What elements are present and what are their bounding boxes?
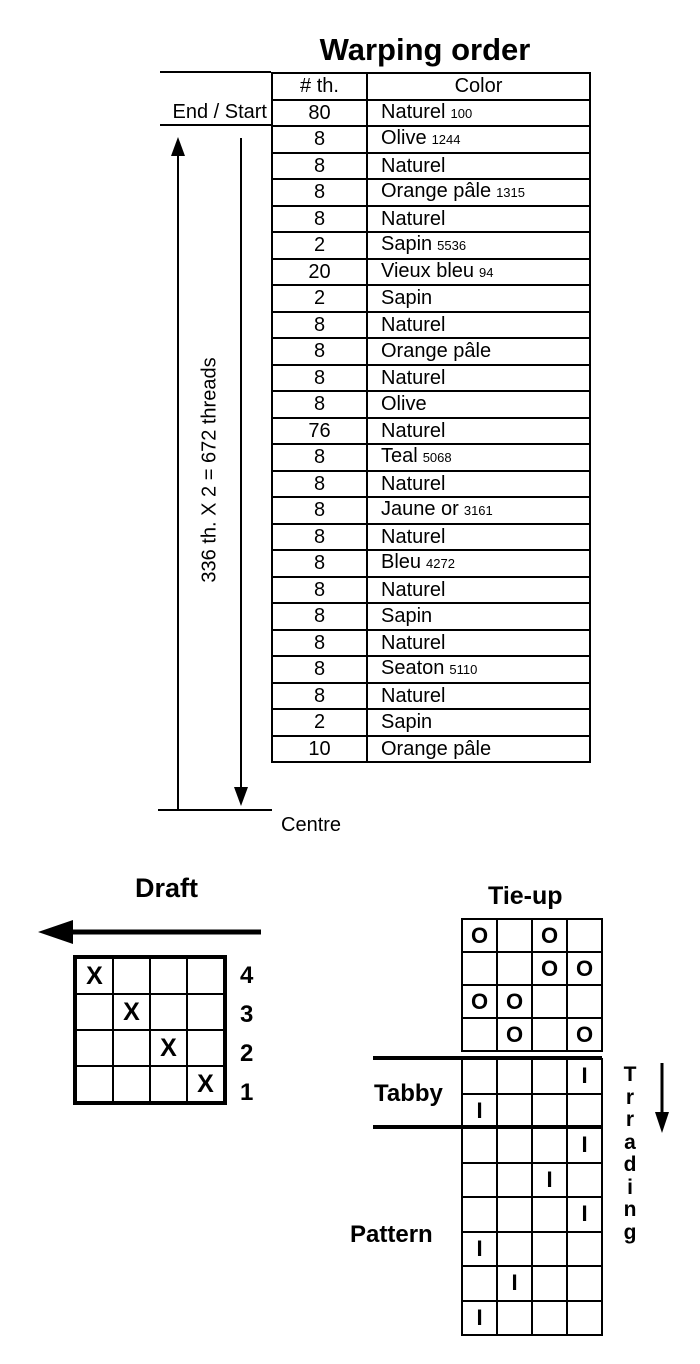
shaft-number: 4	[240, 962, 254, 989]
thread-count-cell: 20	[272, 259, 367, 286]
color-name: Naturel	[381, 419, 446, 442]
down-arrow-icon	[655, 1112, 669, 1133]
color-name: Naturel	[381, 207, 446, 230]
thread-count-cell: 8	[272, 365, 367, 392]
thread-count-cell: 8	[272, 338, 367, 365]
color-code: 3161	[463, 503, 493, 519]
color-name: Naturel	[381, 578, 446, 601]
treadling-letter: n	[623, 1198, 637, 1221]
grid-cell: O	[497, 1018, 532, 1051]
color-code: 4272	[426, 556, 455, 572]
color-name: Jaune or	[381, 498, 459, 521]
total-threads-note: 336 th. X 2 = 672 threads	[198, 357, 221, 583]
color-name: Orange pâle	[381, 737, 492, 760]
thread-count-cell: 8	[272, 550, 367, 577]
thread-count-cell: 2	[272, 285, 367, 312]
treadle-cell: I	[567, 1197, 602, 1232]
thread-count-cell: 8	[272, 206, 367, 233]
grid-cell: X	[113, 994, 150, 1030]
thread-count-cell: 8	[272, 444, 367, 471]
color-name: Naturel	[381, 631, 446, 654]
color-name: Sapin	[381, 287, 433, 310]
grid-cell: X	[150, 1030, 187, 1066]
color-name: Naturel	[381, 472, 446, 495]
grid-cell: O	[567, 952, 602, 985]
color-name: Sapin	[381, 233, 433, 256]
treadle-cell: I	[462, 1301, 497, 1336]
color-code: 94	[479, 264, 494, 280]
thread-count-cell: 2	[272, 709, 367, 736]
grid-cell: O	[462, 985, 497, 1018]
treadle-cell: I	[567, 1128, 602, 1163]
color-name: Sapin	[381, 711, 433, 734]
grid-cell: O	[532, 919, 567, 952]
header-thread-count: # th.	[272, 73, 367, 100]
treadle-cell: I	[462, 1232, 497, 1267]
color-name: Seaton	[381, 657, 445, 680]
color-name: Sapin	[381, 605, 433, 628]
shaft-number: 2	[240, 1040, 254, 1067]
color-name: Orange pâle	[381, 340, 492, 363]
thread-count-cell: 8	[272, 312, 367, 339]
treadling-letter: d	[623, 1153, 637, 1176]
color-name: Teal	[381, 445, 418, 468]
color-name: Naturel	[381, 100, 446, 123]
thread-count-cell: 8	[272, 656, 367, 683]
color-code: 5068	[422, 450, 452, 466]
grid-cell: X	[75, 957, 113, 994]
color-code: 1244	[431, 132, 461, 148]
thread-count-cell: 8	[272, 524, 367, 551]
pattern-label: Pattern	[350, 1221, 433, 1248]
thread-count-cell: 10	[272, 736, 367, 763]
treadle-cell: I	[532, 1163, 567, 1198]
thread-count-cell: 8	[272, 471, 367, 498]
grid-cell: O	[532, 952, 567, 985]
treadle-cell: I	[497, 1266, 532, 1301]
thread-count-cell: 8	[272, 630, 367, 657]
thread-count-cell: 8	[272, 126, 367, 153]
thread-count-cell: 8	[272, 603, 367, 630]
grid-cell: O	[567, 1018, 602, 1051]
treadling-letter: i	[627, 1175, 633, 1199]
color-code: 100	[450, 105, 473, 121]
treadling-letter: T	[623, 1063, 637, 1086]
thread-count-cell: 80	[272, 100, 367, 127]
thread-count-cell: 8	[272, 179, 367, 206]
color-code: 5110	[449, 662, 478, 678]
color-name: Naturel	[381, 366, 446, 389]
shaft-number: 1	[240, 1079, 254, 1106]
grid-cell: O	[462, 919, 497, 952]
thread-count-cell: 8	[272, 497, 367, 524]
color-name: Naturel	[381, 684, 446, 707]
header-color: Color	[367, 73, 590, 100]
thread-count-cell: 2	[272, 232, 367, 259]
treadling-letter: r	[625, 1085, 635, 1109]
color-name: Orange pâle	[381, 180, 492, 203]
treadling-letter: g	[623, 1220, 637, 1244]
end-start-label: End / Start	[172, 101, 267, 123]
color-name: Naturel	[381, 525, 446, 548]
color-code: 5536	[437, 238, 467, 254]
thread-count-cell: 8	[272, 577, 367, 604]
color-name: Olive	[381, 393, 427, 416]
color-name: Olive	[381, 127, 427, 150]
color-name: Vieux bleu	[381, 259, 475, 282]
thread-count-cell: 76	[272, 418, 367, 445]
grid-cell: O	[497, 985, 532, 1018]
color-code: 1315	[496, 185, 525, 201]
treadle-cell: I	[462, 1094, 497, 1129]
color-name: Bleu	[381, 551, 422, 574]
treadle-cell: I	[567, 1059, 602, 1094]
color-name: Naturel	[381, 313, 446, 336]
thread-count-cell: 8	[272, 683, 367, 710]
warping-order-title: Warping order	[319, 32, 531, 67]
color-name: Naturel	[381, 154, 446, 177]
grid-cell: X	[187, 1066, 225, 1103]
draft-title: Draft	[135, 873, 199, 903]
treadling-letter: a	[624, 1130, 636, 1154]
thread-count-cell: 8	[272, 153, 367, 180]
treadling-letter: r	[625, 1108, 635, 1131]
tabby-label: Tabby	[374, 1080, 443, 1107]
tieup-title: Tie-up	[488, 882, 563, 910]
treadling-label	[620, 1064, 640, 1244]
centre-label: Centre	[281, 814, 342, 836]
shaft-number: 3	[240, 1001, 254, 1028]
thread-count-cell: 8	[272, 391, 367, 418]
